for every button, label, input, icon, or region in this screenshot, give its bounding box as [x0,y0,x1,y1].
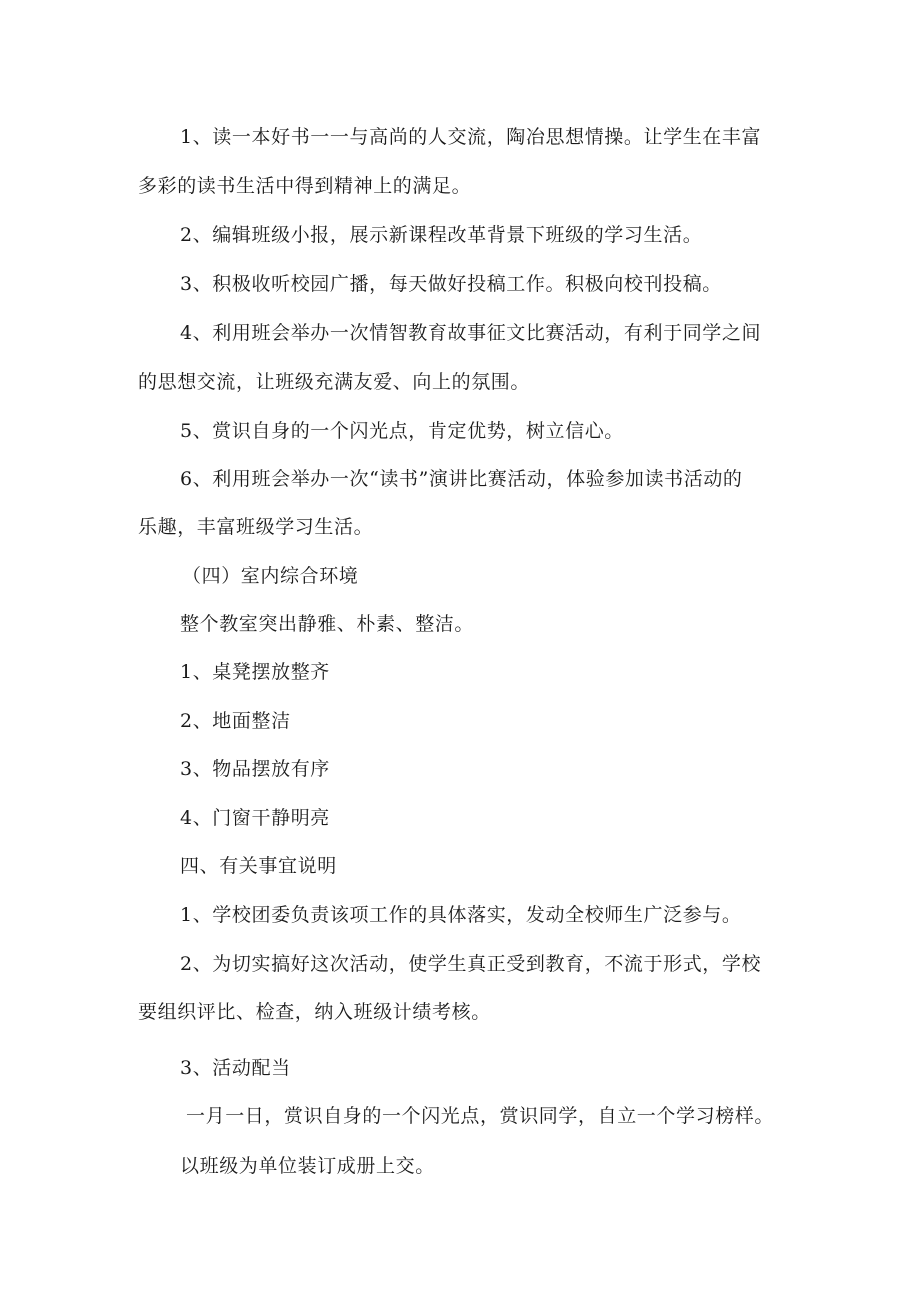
notes-item-3: 3、活动配当 [180,1057,291,1079]
item-4-line-2: 的思想交流，让班级充满友爱、向上的氛围。 [138,371,531,393]
environment-item-1: 1、桌凳摆放整齐 [180,661,330,683]
environment-item-4: 4、门窗干静明亮 [180,807,330,829]
item-2: 2、编辑班级小报，展示新课程改革背景下班级的学习生活。 [180,224,703,246]
environment-item-3: 3、物品摆放有序 [180,758,330,780]
section-heading-indoor-environment: （四）室内综合环境 [182,565,359,587]
schedule-line: 一月一日，赏识自身的一个闪光点，赏识同学，自立一个学习榜样。 [186,1105,775,1127]
environment-item-2: 2、地面整洁 [180,710,291,732]
notes-item-2-line-1: 2、为切实搞好这次活动，使学生真正受到教育，不流于形式，学校 [180,953,762,975]
item-5: 5、赏识自身的一个闪光点，肯定优势，树立信心。 [180,420,624,442]
item-3: 3、积极收听校园广播，每天做好投稿工作。积极向校刊投稿。 [180,273,722,295]
item-1-line-1: 1、读一本好书一一与高尚的人交流，陶冶思想情操。让学生在丰富 [180,126,762,148]
submission-line: 以班级为单位装订成册上交。 [180,1155,435,1177]
item-6-line-1: 6、利用班会举办一次“读书”演讲比赛活动，体验参加读书活动的 [180,468,743,490]
notes-item-1: 1、学校团委负责该项工作的具体落实，发动全校师生广泛参与。 [180,904,742,926]
notes-item-2-line-2: 要组织评比、检查，纳入班级计绩考核。 [138,1001,491,1023]
section-heading-notes: 四、有关事宜说明 [180,855,337,877]
item-1-line-2: 多彩的读书生活中得到精神上的满足。 [138,175,472,197]
item-4-line-1: 4、利用班会举办一次情智教育故事征文比赛活动，有利于同学之间 [180,322,762,344]
environment-summary: 整个教室突出静雅、朴素、整洁。 [180,613,475,635]
item-6-line-2: 乐趣，丰富班级学习生活。 [138,516,374,538]
